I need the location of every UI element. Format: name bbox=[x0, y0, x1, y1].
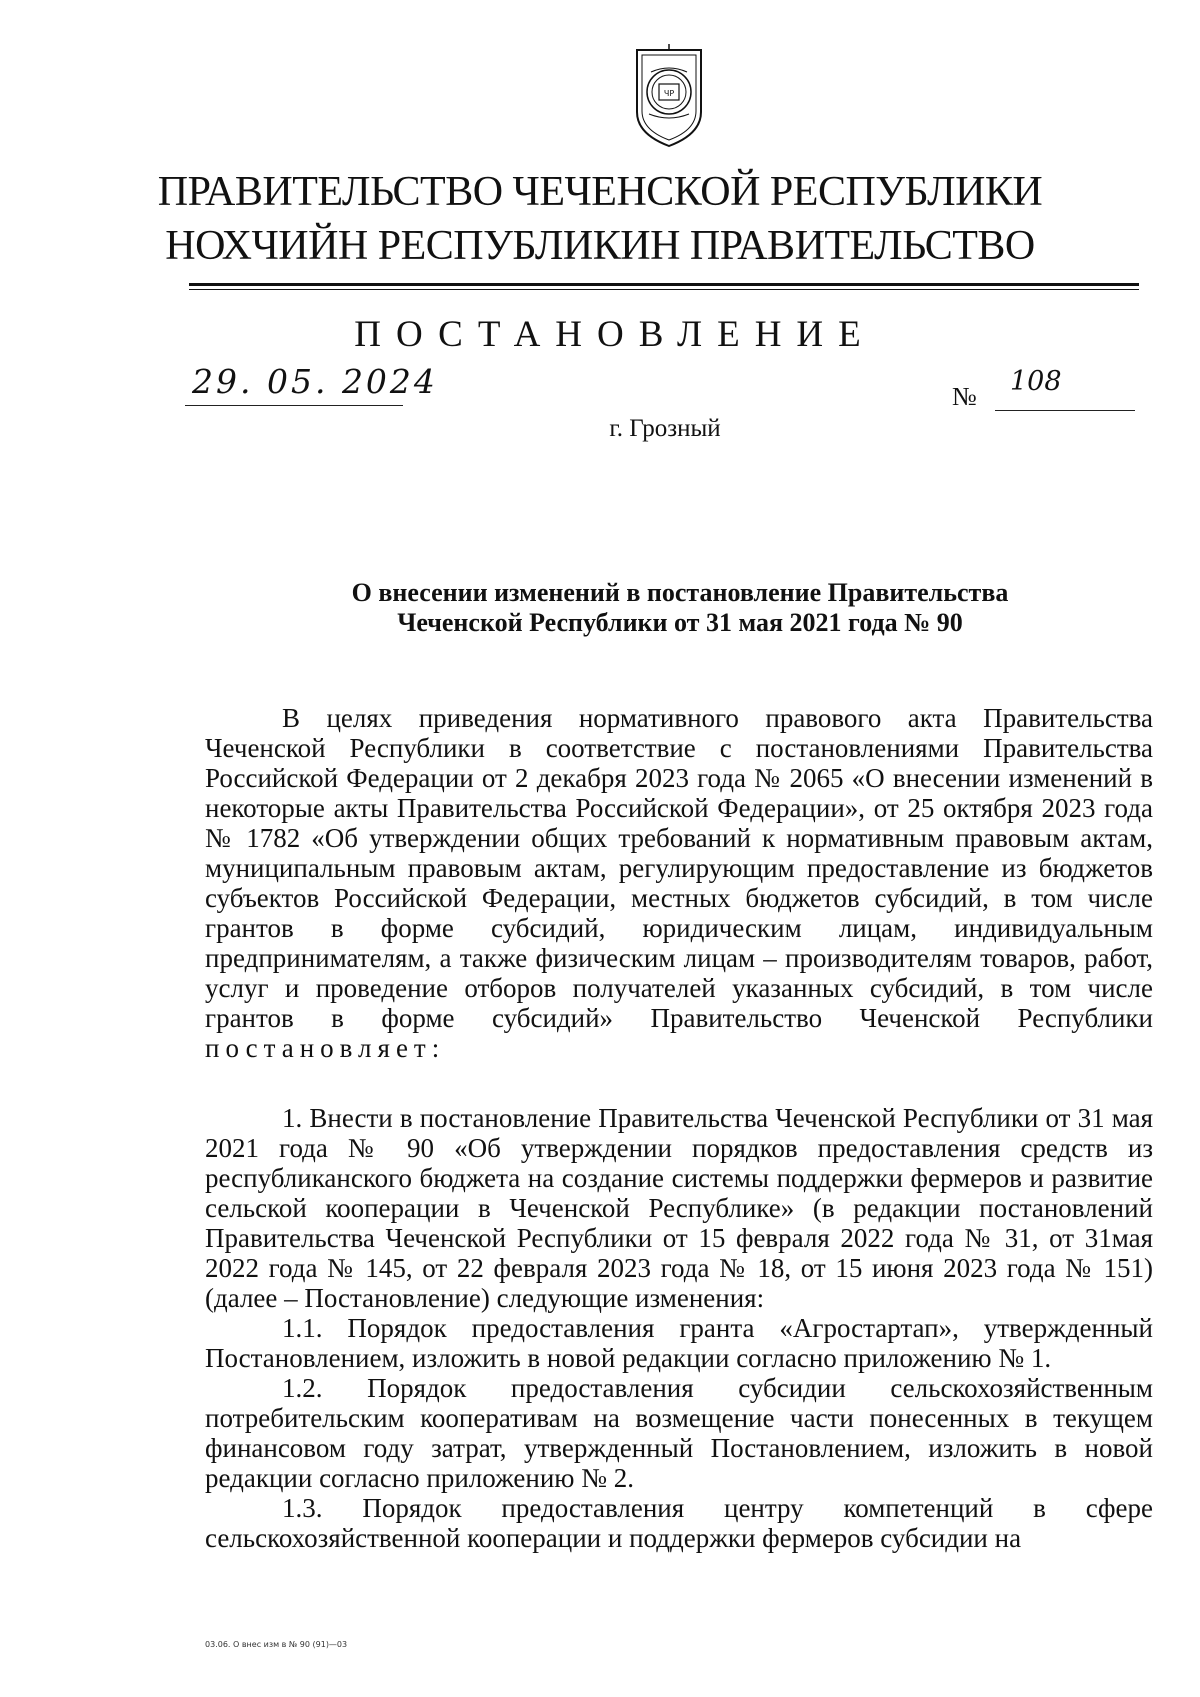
subject-line-1: О внесении изменений в постановление Правительства bbox=[351, 578, 1009, 607]
document-subject bbox=[300, 578, 1060, 638]
handwritten-date: 29. 05. 2024 bbox=[192, 362, 438, 401]
org-title-chechen: НОХЧИЙН РЕСПУБЛИКИН ПРАВИТЕЛЬСТВО bbox=[165, 223, 1035, 269]
preamble-text: В целях приведения нормативного правового акта Правительства Чеченской Республики в соответствие с постановлениями Правительства Российской Федерации от 2 декабря 2023 года № 2065 «О внесении изменений в некоторые акты Правительства Российской Федерации», от 25 октября 2023 года № 1782 «Об утверждении общих требований к нормативным правовым актам, муниципальным правовым актам, регулирующим предоставление из бюджетов субъектов Российской Федерации, местных бюджетов субсидий, в том числе грантов в форме субсидий, юридическим лицам, индивидуальным предпринимателям, а также физическим лицам – производителям товаров, работ, услуг и проведение отборов получателей указанных субсидий, в том числе грантов в форме субсидий» Правительство Чеченской Республики bbox=[205, 703, 1153, 1033]
decrees-word: постановляет: bbox=[205, 1033, 446, 1063]
document-type: ПОСТАНОВЛЕНИЕ bbox=[354, 314, 876, 355]
preamble-block bbox=[205, 703, 1153, 1063]
org-title-russian: ПРАВИТЕЛЬСТВО ЧЕЧЕНСКОЙ РЕСПУБЛИКИ bbox=[157, 169, 1043, 215]
subject-line-2: Чеченской Республики от 31 мая 2021 года № 90 bbox=[397, 608, 963, 637]
handwritten-number: 108 bbox=[1010, 366, 1062, 397]
items-block bbox=[205, 1103, 1153, 1553]
number-underline bbox=[995, 410, 1135, 411]
number-sign: № bbox=[952, 382, 977, 411]
coat-of-arms-icon bbox=[629, 42, 709, 152]
svg-text:ЧР: ЧР bbox=[663, 89, 675, 98]
item-1: 1. Внести в постановление Правительства Чеченской Республики от 31 мая 2021 года № 90 «Об утверждении порядков предоставления средств из республиканского бюджета на создание системы поддержки фермеров и развитие сельской кооперации в Чеченской Республике» (в редакции постановлений Правительства Чеченской Республики от 15 февраля 2022 года № 31, от 31мая 2022 года № 145, от 22 февраля 2023 года № 18, от 15 июня 2023 года № 151) (далее – Постановление) следующие изменения: bbox=[205, 1103, 1153, 1313]
header-rule-thick bbox=[189, 283, 1139, 286]
city-name: г. Грозный bbox=[609, 415, 721, 442]
file-code: 03.06. О внес изм в № 90 (91)—03 bbox=[205, 1640, 348, 1649]
item-1-2: 1.2. Порядок предоставления субсидии сельскохозяйственным потребительским кооперативам на возмещение части понесенных в текущем финансовом году затрат, утвержденный Постановлением, изложить в новой редакции согласно приложению № 2. bbox=[205, 1373, 1153, 1493]
date-underline bbox=[185, 405, 403, 406]
header-rule-thin bbox=[189, 289, 1139, 290]
item-1-1: 1.1. Порядок предоставления гранта «Агростартап», утвержденный Постановлением, изложить в новой редакции согласно приложению № 1. bbox=[205, 1313, 1153, 1373]
preamble-paragraph bbox=[205, 703, 1153, 1063]
item-1-3: 1.3. Порядок предоставления центру компетенций в сфере сельскохозяйственной кооперации и поддержки фермеров субсидии на bbox=[205, 1493, 1153, 1553]
